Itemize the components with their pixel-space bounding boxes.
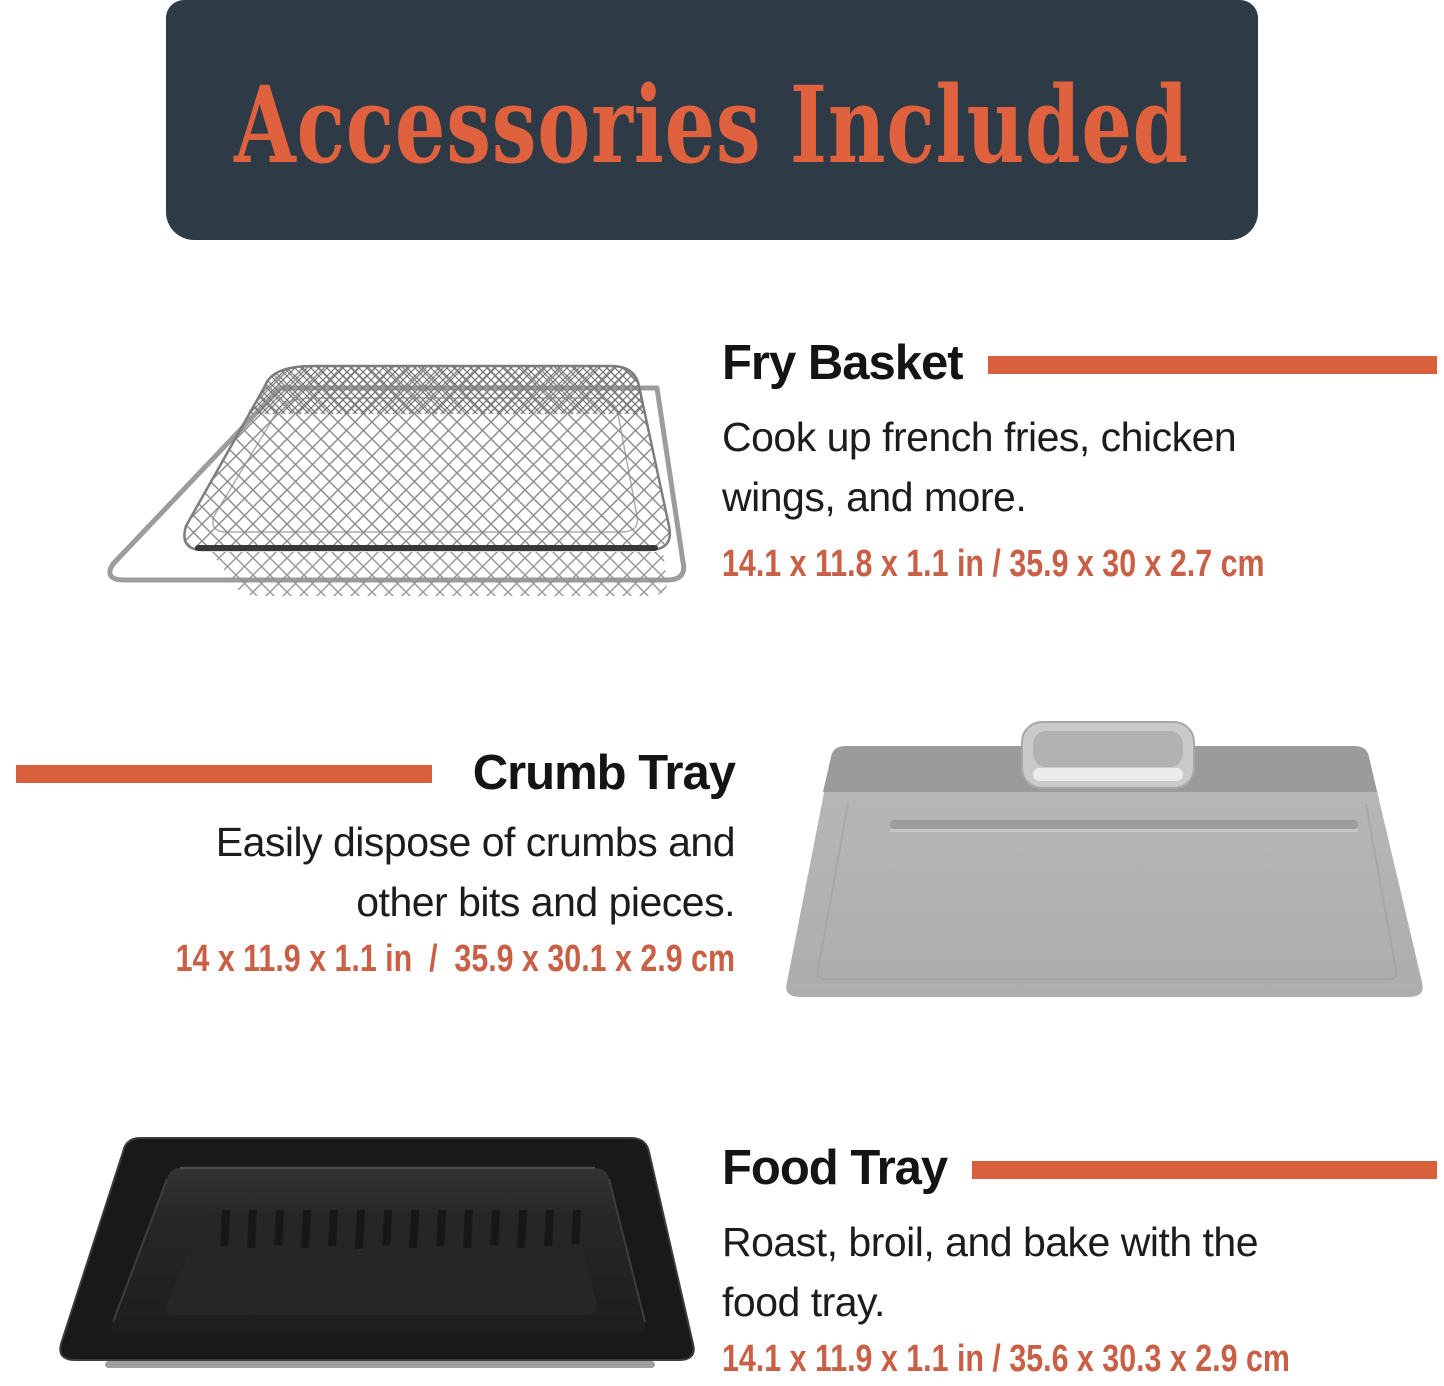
description-line: food tray. (722, 1279, 885, 1325)
tray-floor (165, 1212, 597, 1315)
item-description-food-tray (722, 1212, 1258, 1332)
basket-front-wall (211, 552, 667, 596)
item-title-fry-basket: Fry Basket (722, 336, 963, 390)
item-dimensions-fry-basket: 14.1 x 11.8 x 1.1 in / 35.9 x 30 x 2.7 cm (722, 543, 1265, 585)
fry-basket-image (15, 320, 705, 615)
item-title-food-tray: Food Tray (722, 1141, 948, 1195)
food-tray-image (45, 1116, 705, 1386)
tray-handle-lip (1033, 768, 1183, 781)
tray-handle-top (1033, 731, 1183, 767)
tray-groove (890, 820, 1358, 829)
accent-divider-food-tray (972, 1161, 1437, 1179)
item-title-crumb-tray: Crumb Tray (472, 746, 735, 800)
description-line: Roast, broil, and bake with the (722, 1219, 1259, 1265)
description-line: wings, and more. (722, 474, 1027, 520)
tray-groove-highlight (890, 829, 1358, 832)
tray-base-shadow (105, 1361, 655, 1368)
description-line: Cook up french fries, chicken (722, 414, 1237, 460)
page-title: Accessories Included (234, 61, 1190, 187)
crumb-tray-image (770, 712, 1442, 1017)
mesh-rim-band (247, 366, 645, 414)
accent-divider-fry-basket (988, 356, 1437, 374)
description-line: other bits and pieces. (356, 879, 735, 925)
item-description-fry-basket (722, 407, 1236, 527)
item-description-crumb-tray (0, 812, 735, 932)
item-dimensions-food-tray: 14.1 x 11.9 x 1.1 in / 35.6 x 30.3 x 2.9 cm (722, 1338, 1290, 1380)
description-line: Easily dispose of crumbs and (215, 819, 735, 865)
header-banner (166, 0, 1258, 240)
item-dimensions-crumb-tray: 14 x 11.9 x 1.1 in / 35.9 x 30.1 x 2.9 cm (175, 938, 735, 980)
